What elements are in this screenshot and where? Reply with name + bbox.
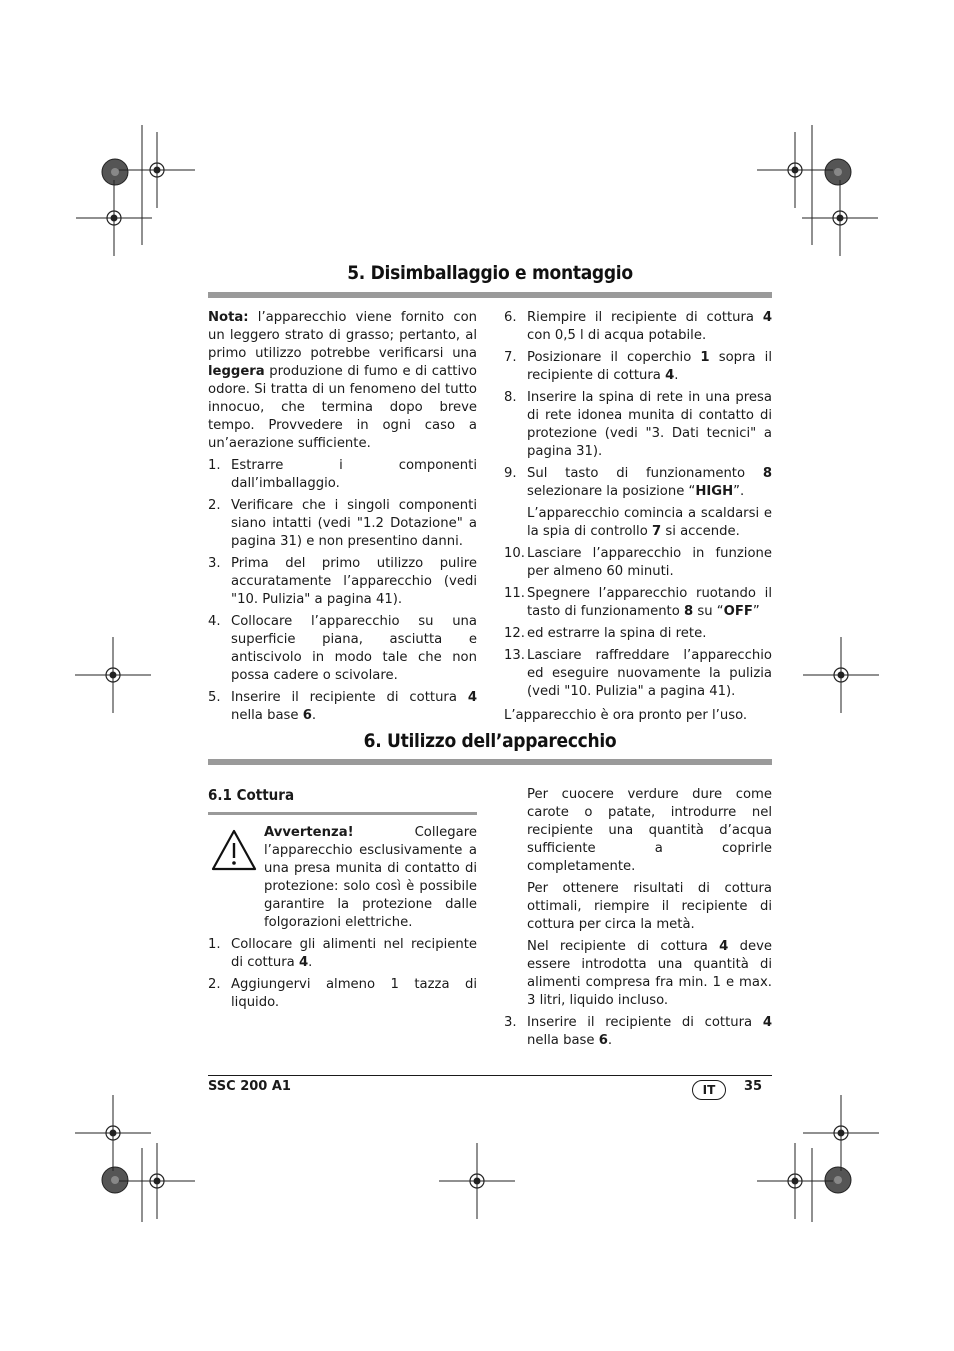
- list-item: 10. Lasciare l’apparecchio in funzione per almeno 60 minuti.: [504, 546, 772, 579]
- note-label: Nota:: [208, 310, 249, 325]
- list-item: 2. Aggiungervi almeno 1 tazza di liquido.: [208, 977, 477, 1010]
- list-item: 12. ed estrarre la spina di rete.: [504, 626, 707, 641]
- list-item: 3. Prima del primo utilizzo pulire accuratamente l’apparecchio (vedi "10. Pulizia" a pagina 41).: [208, 556, 477, 607]
- closing-note: L’apparecchio è ora pronto per l’uso.: [504, 708, 748, 723]
- paragraph: Per cuocere verdure dure come carote o patate, introdurre nel recipiente una quantità d’acqua sufficiente a coprirle completamente.: [527, 787, 772, 874]
- page-number: 35: [744, 1079, 763, 1094]
- section-6-rule: [208, 759, 772, 765]
- section-6-title: 6. Utilizzo dell’apparecchio: [363, 730, 617, 752]
- step-9-followup: L’apparecchio comincia a scaldarsi e la spia di controllo 7 si accende.: [527, 506, 772, 539]
- list-item: 5. Inserire il recipiente di cottura 4 nella base 6.: [208, 690, 477, 723]
- list-item: 6. Riempire il recipiente di cottura 4 con 0,5 l di acqua potabile.: [504, 310, 772, 343]
- list-item: 1. Estrarre i componenti dall’imballaggio.: [208, 458, 477, 491]
- paragraph: Per ottenere risultati di cottura ottimali, riempire il recipiente di cottura per circa la metà.: [527, 881, 772, 932]
- list-item: 7. Posizionare il coperchio 1 sopra il recipiente di cottura 4.: [504, 350, 773, 383]
- list-item: 1. Collocare gli alimenti nel recipiente di cottura 4.: [208, 937, 477, 970]
- footer-rule: [208, 1075, 772, 1076]
- language-badge: IT: [692, 1080, 726, 1100]
- warning-text: Avvertenza! Collegare l’apparecchio esclusivamente a una presa munita di contatto di protezione: solo così è possibile garantire la protezione dalle folgorazioni elettriche.: [264, 825, 477, 930]
- subsection-rule: [208, 812, 477, 815]
- section-6-right-column: [504, 786, 772, 1054]
- list-item: 8. Inserire la spina di rete in una presa di rete idonea munita di contatto di protezione (vedi "3. Dati tecnici" a pagina 31).: [504, 390, 772, 459]
- warning-triangle-icon: [210, 828, 258, 872]
- note-paragraph: Nota: l’apparecchio viene fornito con un leggero strato di grasso; pertanto, al primo utilizzo potrebbe verificarsi una leggera produzione di fumo e di cattivo odore. Si tratta di un fenomeno del tutto innocuo, che termina dopo breve tempo. Provvedere in ogni caso a un’aerazione sufficiente.: [208, 310, 477, 451]
- list-item: 4. Collocare l’apparecchio su una superficie piana, asciutta e antiscivolo in modo tale che non possa cadere o scivolare.: [208, 614, 477, 683]
- list-item: 2. Verificare che i singoli componenti siano intatti (vedi "1.2 Dotazione" a pagina 31) e non presentino danni.: [208, 498, 477, 549]
- section-5-rule: [208, 292, 772, 298]
- section-5-title: 5. Disimballaggio e montaggio: [347, 262, 633, 284]
- list-item: 9. Sul tasto di funzionamento 8 selezionare la posizione “HIGH”.: [504, 466, 772, 499]
- section-6-left-column: [208, 936, 477, 1016]
- section-5-left-column: [208, 309, 477, 729]
- section-5-right-column: [504, 309, 772, 729]
- warning-label: Avvertenza!: [264, 825, 354, 840]
- paragraph: Nel recipiente di cottura 4 deve essere introdotta una quantità di alimenti compresa fra min. 1 e max. 3 litri, liquido incluso.: [527, 939, 772, 1008]
- subsection-title: 6.1 Cottura: [208, 786, 295, 804]
- list-item: 3. Inserire il recipiente di cottura 4 nella base 6.: [504, 1015, 772, 1048]
- model-number: SSC 200 A1: [208, 1079, 291, 1094]
- list-item: 11. Spegnere l’apparecchio ruotando il tasto di funzionamento 8 su “OFF”: [504, 586, 772, 619]
- list-item: 13. Lasciare raffreddare l’apparecchio ed eseguire nuovamente la pulizia (vedi "10. Pulizia" a pagina 41).: [504, 648, 772, 699]
